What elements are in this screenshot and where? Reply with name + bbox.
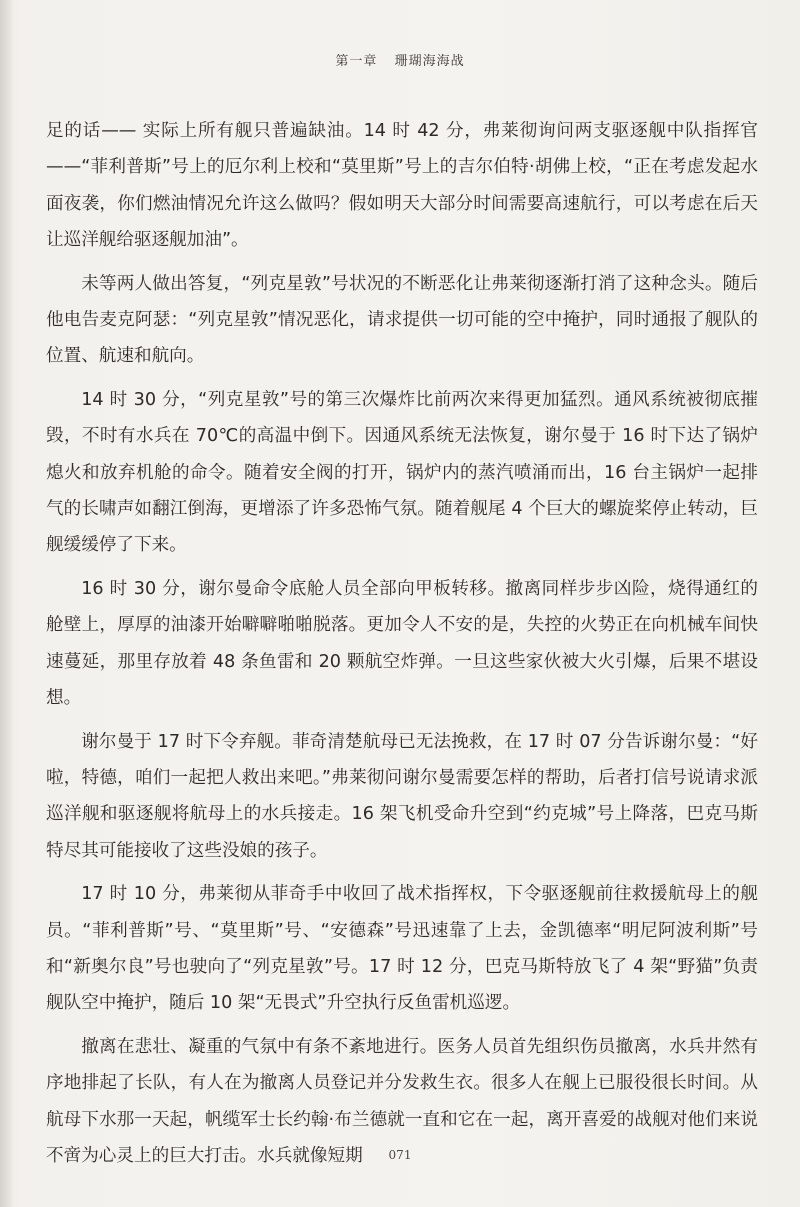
paragraph-2: 未等两人做出答复，“列克星敦”号状况的不断恶化让弗莱彻逐渐打消了这种念头。随后他电告麦克阿瑟：“列克星敦”情况恶化，请求提供一切可能的空中掩护，同时通报了舰队的位置、航速和航向。: [46, 273, 758, 367]
page-number: 071: [388, 1148, 412, 1162]
paragraph-4: 16 时 30 分，谢尔曼命令底舱人员全部向甲板转移。撤离同样步步凶险，烧得通红的舱壁上，厚厚的油漆开始噼噼啪啪脱落。更加令人不安的是，失控的火势正在向机械车间快速蔓延，那里存放着 48 条鱼雷和 20 颗航空炸弹。一旦这些家伙被大火引爆，后果不堪设想。: [46, 578, 758, 709]
paragraph-1: 足的话—— 实际上所有舰只普遍缺油。14 时 42 分，弗莱彻询问两支驱逐舰中队指挥官——“菲利普斯”号上的厄尔利上校和“莫里斯”号上的吉尔伯特·胡佛上校，“正在考虑发起水面夜袭，你们燃油情况允许这么做吗？假如明天大部分时间需要高速航行，可以考虑在后天让巡洋舰给驱逐舰加油”。: [46, 121, 758, 251]
paragraph-3: 14 时 30 分，“列克星敦”号的第三次爆炸比前两次来得更加猛烈。通风系统被彻底摧毁，不时有水兵在 70℃的高温中倒下。因通风系统无法恢复，谢尔曼于 16 时下达了锅炉熄火和放弃机舱的命令。随着安全阀的打开，锅炉内的蒸汽喷涌而出，16 台主锅炉一起排气的长啸声如翻江倒海，更增添了许多恐怖气氛。随着舰尾 4 个巨大的螺旋桨停止转动，巨舰缓缓停了下来。: [46, 389, 758, 556]
chapter-label: 第一章: [335, 54, 378, 69]
paragraph-5: 谢尔曼于 17 时下令弃舰。菲奇清楚航母已无法挽救，在 17 时 07 分告诉谢尔曼：“好啦，特德，咱们一起把人救出来吧。”弗莱彻问谢尔曼需要怎样的帮助，后者打信号说请求派巡洋舰和驱逐舰将航母上的水兵接走。16 架飞机受命升空到“约克城”号上降落，巴克马斯特尽其可能接收了这些没娘的孩子。: [46, 731, 758, 861]
chapter-title: 珊瑚海海战: [394, 54, 465, 69]
paragraph-7: 撤离在悲壮、凝重的气氛中有条不紊地进行。医务人员首先组织伤员撤离，水兵井然有序地排起了长队，有人在为撤离人员登记并分发救生衣。很多人在舰上已服役很长时间。从航母下水那一天起，帆缆军士长约翰·布兰德就一直和它在一起，离开喜爱的战舰对他们来说不啻为心灵上的巨大打击。水兵就像短期: [46, 1036, 758, 1166]
running-header: [0, 50, 800, 69]
spine-shadow: [0, 0, 14, 1207]
body-text: [46, 113, 758, 1181]
paragraph-6: 17 时 10 分，弗莱彻从菲奇手中收回了战术指挥权，下令驱逐舰前往救援航母上的舰员。“菲利普斯”号、“莫里斯”号、“安德森”号迅速靠了上去，金凯德率“明尼阿波利斯”号和“新奥尔良”号也驶向了“列克星敦”号。17 时 12 分，巴克马斯特放飞了 4 架“野猫”负责舰队空中掩护，随后 10 架“无畏式”升空执行反鱼雷机巡逻。: [46, 884, 758, 1014]
